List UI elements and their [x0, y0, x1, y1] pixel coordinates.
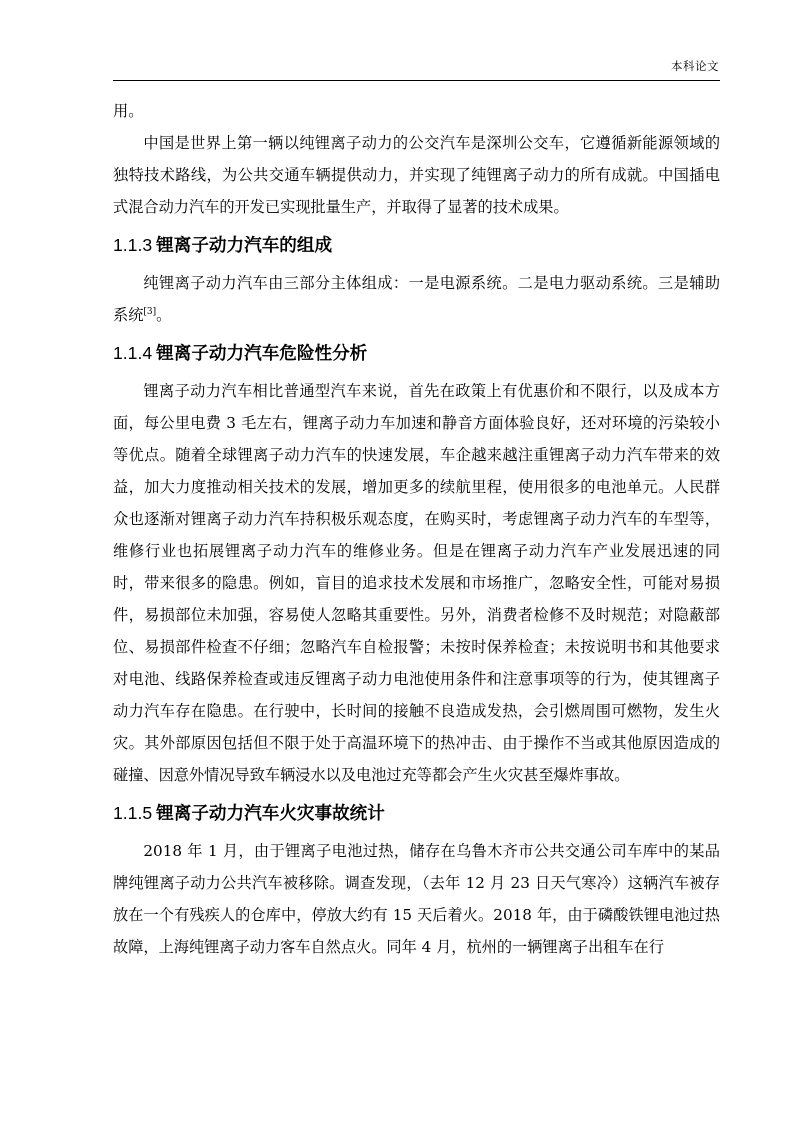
section-heading-1-1-4	[113, 331, 720, 375]
running-header: 本科论文	[671, 59, 719, 73]
section-title: 锂离子动力汽车的组成	[156, 236, 333, 256]
page-body	[113, 95, 720, 963]
header-rule	[113, 80, 720, 81]
section-title: 锂离子动力汽车危险性分析	[156, 344, 368, 364]
section-heading-1-1-5	[113, 791, 720, 835]
section-title: 锂离子动力汽车火灾事故统计	[156, 804, 385, 824]
section-number: 1.1.3	[113, 235, 153, 255]
paragraph-text: 纯锂离子动力汽车由三部分主体组成：一是电源系统。二是电力驱动系统。三是辅助系统	[113, 274, 720, 324]
section-heading-1-1-3	[113, 223, 720, 267]
section-number: 1.1.5	[113, 803, 153, 823]
citation-ref: [3]	[143, 306, 157, 317]
paragraph-continuation: 用。	[113, 102, 144, 120]
paragraph-risk-analysis: 锂离子动力汽车相比普通型汽车来说，首先在政策上有优惠价和不限行，以及成本方面，每公里电费 3 毛左右，锂离子动力车加速和静音方面体验良好，还对环境的污染较小等优点。随着全球锂离子动力汽车的快速发展，车企越来越注重锂离子动力汽车带来的效益，加大力度推动相关技术的发展，增加更多的续航里程，使用很多的电池单元。人民群众也逐渐对锂离子动力汽车持积极乐观态度，在购买时，考虑锂离子动力汽车的车型等，维修行业也拓展锂离子动力汽车的维修业务。但是在锂离子动力汽车产业发展迅速的同时，带来很多的隐患。例如，盲目的追求技术发展和市场推广，忽略安全性，可能对易损件，易损部位未加强，容易使人忽略其重要性。另外，消费者检修不及时规范；对隐蔽部位、易损部件检查不仔细；忽略汽车自检报警；未按时保养检查；未按说明书和其他要求对电池、线路保养检查或违反锂离子动力电池使用条件和注意事项等的行为，使其锂离子动力汽车存在隐患。在行驶中，长时间的接触不良造成发热，会引燃周围可燃物，发生火灾。其外部原因包括但不限于处于高温环境下的热冲击、由于操作不当或其他原因造成的碰撞、因意外情况导致车辆浸水以及电池过充等都会产生火灾甚至爆炸事故。	[113, 382, 720, 784]
paragraph-shenzhen-bus: 中国是世界上第一辆以纯锂离子动力的公交汽车是深圳公交车，它遵循新能源领域的独特技术路线，为公共交通车辆提供动力，并实现了纯锂离子动力的所有成就。中国插电式混合动力汽车的开发已实现批量生产，并取得了显著的技术成果。	[113, 134, 720, 216]
paragraph-fire-statistics: 2018 年 1 月，由于锂离子电池过热，储存在乌鲁木齐市公共交通公司车库中的某品牌纯锂离子动力公共汽车被移除。调查发现，（去年 12 月 23 日天气寒冷）这辆汽车被存放在一个有残疾人的仓库中，停放大约有 15 天后着火。2018 年，由于磷酸铁锂电池过热故障，上海纯锂离子动力客车自然点火。同年 4 月，杭州的一辆锂离子出租车在行	[113, 842, 720, 956]
paragraph-end: 。	[156, 306, 172, 324]
section-number: 1.1.4	[113, 343, 153, 363]
paragraph-composition	[113, 267, 720, 331]
